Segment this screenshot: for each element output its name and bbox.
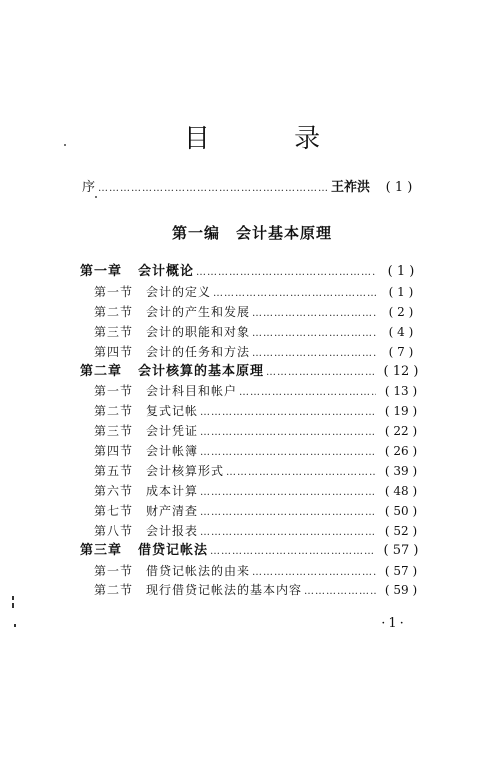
toc-entry-number: 第一节 bbox=[94, 563, 134, 578]
toc-entry-label bbox=[80, 541, 208, 561]
toc-entry-page-number: ( 22 ) bbox=[384, 424, 418, 439]
toc-entry-page-number: ( 39 ) bbox=[384, 464, 418, 478]
toc-entry-page-number: ( 26 ) bbox=[384, 444, 418, 459]
toc-entry-title: 会计科目和帐户 bbox=[146, 384, 238, 399]
toc-entry-number: 第一节 bbox=[94, 384, 134, 399]
toc-entry-page-number: ( 1 ) bbox=[388, 284, 414, 299]
toc-entry-title: 成本计算 bbox=[146, 483, 199, 498]
toc-entry-title: 会计核算的基本原理 bbox=[138, 363, 265, 379]
toc-entry-number: 第四节 bbox=[94, 344, 134, 359]
toc-section-entry[interactable] bbox=[94, 401, 424, 421]
toc-entry-page-number: ( 52 ) bbox=[384, 523, 418, 538]
toc-entry-label bbox=[94, 521, 198, 541]
toc-entry-number: 第四节 bbox=[94, 444, 134, 459]
leader-dots bbox=[196, 263, 376, 283]
leader-dots bbox=[304, 582, 376, 602]
toc-entry-label bbox=[94, 322, 250, 342]
toc-entry-page-number: ( 1 ) bbox=[387, 264, 415, 279]
footer-page-number: ·1· bbox=[381, 616, 407, 631]
preface-author: 王祚洪 bbox=[330, 180, 370, 195]
toc-entry-label bbox=[94, 461, 224, 481]
toc-entry-label bbox=[94, 501, 198, 521]
scan-speck bbox=[64, 144, 66, 146]
toc-entry-label bbox=[94, 381, 237, 401]
toc-entry-page-number: ( 48 ) bbox=[384, 483, 418, 498]
preface-page-number: ( 1 ) bbox=[385, 180, 413, 195]
toc-section-entry[interactable] bbox=[94, 421, 424, 441]
toc-entry-title: 会计核算形式 bbox=[146, 464, 225, 478]
toc-entry-title: 会计的产生和发展 bbox=[146, 304, 251, 319]
toc-entry-page-number: ( 13 ) bbox=[384, 384, 418, 399]
toc-preface-entry[interactable] bbox=[82, 178, 422, 198]
preface-label: 序 bbox=[82, 180, 97, 195]
toc-entry-number: 第三节 bbox=[94, 424, 134, 439]
toc-entry-page-number: ( 19 ) bbox=[384, 404, 418, 419]
toc-entry-title: 会计帐簿 bbox=[146, 444, 199, 459]
toc-entry-page-number: ( 57 ) bbox=[383, 542, 419, 558]
toc-entry-title: 会计的职能和对象 bbox=[146, 324, 251, 339]
toc-entry-label bbox=[94, 401, 198, 421]
toc-entry-title: 会计的任务和方法 bbox=[146, 344, 251, 359]
toc-entry-title: 借贷记帐法 bbox=[138, 542, 209, 558]
toc-entry-title: 借贷记帐法的由来 bbox=[146, 563, 251, 578]
toc-entry-label bbox=[94, 342, 250, 362]
toc-entry-page-number: ( 4 ) bbox=[388, 324, 414, 339]
margin-mark bbox=[12, 596, 14, 600]
margin-mark bbox=[14, 624, 16, 627]
toc-entry-title: 会计的定义 bbox=[146, 284, 212, 299]
toc-entry-number: 第二章 bbox=[80, 363, 123, 379]
toc-section-entry[interactable] bbox=[94, 342, 424, 362]
toc-entry-number: 第六节 bbox=[94, 483, 134, 498]
toc-entry-label bbox=[94, 421, 198, 441]
toc-entry-label bbox=[80, 362, 264, 382]
toc-section-entry[interactable] bbox=[94, 282, 424, 302]
toc-section-entry[interactable] bbox=[94, 521, 424, 541]
toc-entry-number: 第一章 bbox=[80, 264, 123, 279]
toc-entry-number: 第二节 bbox=[94, 404, 134, 419]
part-title: 第一编 会计基本原理 bbox=[171, 224, 332, 242]
toc-entry-label bbox=[94, 561, 250, 581]
toc-entry-label bbox=[80, 262, 194, 282]
toc-section-entry[interactable] bbox=[94, 302, 424, 322]
toc-entry-page-number: ( 12 ) bbox=[383, 363, 419, 379]
toc-section-entry[interactable] bbox=[94, 322, 424, 342]
toc-section-entry[interactable] bbox=[94, 481, 424, 501]
leader-dots bbox=[98, 179, 329, 199]
toc-entry-title: 会计概论 bbox=[138, 264, 195, 279]
toc-entry-title: 财产清查 bbox=[146, 503, 199, 518]
leader-dots bbox=[210, 542, 376, 562]
scan-speck bbox=[95, 196, 97, 198]
toc-section-entry[interactable] bbox=[94, 561, 424, 581]
toc-entry-title: 复式记帐 bbox=[146, 404, 199, 419]
toc-entry-title: 现行借贷记帐法的基本内容 bbox=[146, 583, 303, 598]
toc-entry-number: 第三章 bbox=[80, 542, 123, 558]
toc-chapter-entry[interactable] bbox=[80, 262, 424, 282]
toc-entry-label bbox=[94, 481, 198, 501]
toc-chapter-entry[interactable] bbox=[80, 362, 424, 382]
toc-entry-number: 第二节 bbox=[94, 583, 134, 598]
margin-mark bbox=[12, 603, 14, 608]
toc-section-entry[interactable] bbox=[94, 441, 424, 461]
toc-section-entry[interactable] bbox=[94, 381, 424, 401]
toc-entry-page-number: ( 50 ) bbox=[384, 503, 418, 518]
toc-entry-page-number: ( 57 ) bbox=[384, 563, 418, 578]
page-title: 目 录 bbox=[183, 124, 359, 154]
toc-entry-label bbox=[94, 441, 198, 461]
toc-section-entry[interactable] bbox=[94, 461, 424, 481]
toc-entry-page-number: ( 59 ) bbox=[384, 583, 418, 598]
toc-entry-number: 第八节 bbox=[94, 523, 134, 538]
toc-entry-label bbox=[94, 302, 250, 322]
toc-entry-label bbox=[94, 580, 302, 600]
toc-entry-page-number: ( 2 ) bbox=[388, 304, 414, 319]
leader-dots bbox=[266, 363, 376, 383]
toc-entry-title: 会计报表 bbox=[146, 523, 199, 538]
toc-entry-title: 会计凭证 bbox=[146, 424, 199, 439]
toc-entry-number: 第三节 bbox=[94, 324, 134, 339]
toc-entry-number: 第一节 bbox=[94, 284, 134, 299]
toc-entry-label bbox=[94, 282, 211, 302]
toc-section-entry[interactable] bbox=[94, 580, 424, 600]
toc-entry-number: 第七节 bbox=[94, 503, 134, 518]
toc-entry-number: 第五节 bbox=[94, 464, 134, 478]
toc-entry-number: 第二节 bbox=[94, 304, 134, 319]
toc-chapter-entry[interactable] bbox=[80, 541, 424, 561]
toc-entry-page-number: ( 7 ) bbox=[388, 344, 414, 359]
toc-section-entry[interactable] bbox=[94, 501, 424, 521]
